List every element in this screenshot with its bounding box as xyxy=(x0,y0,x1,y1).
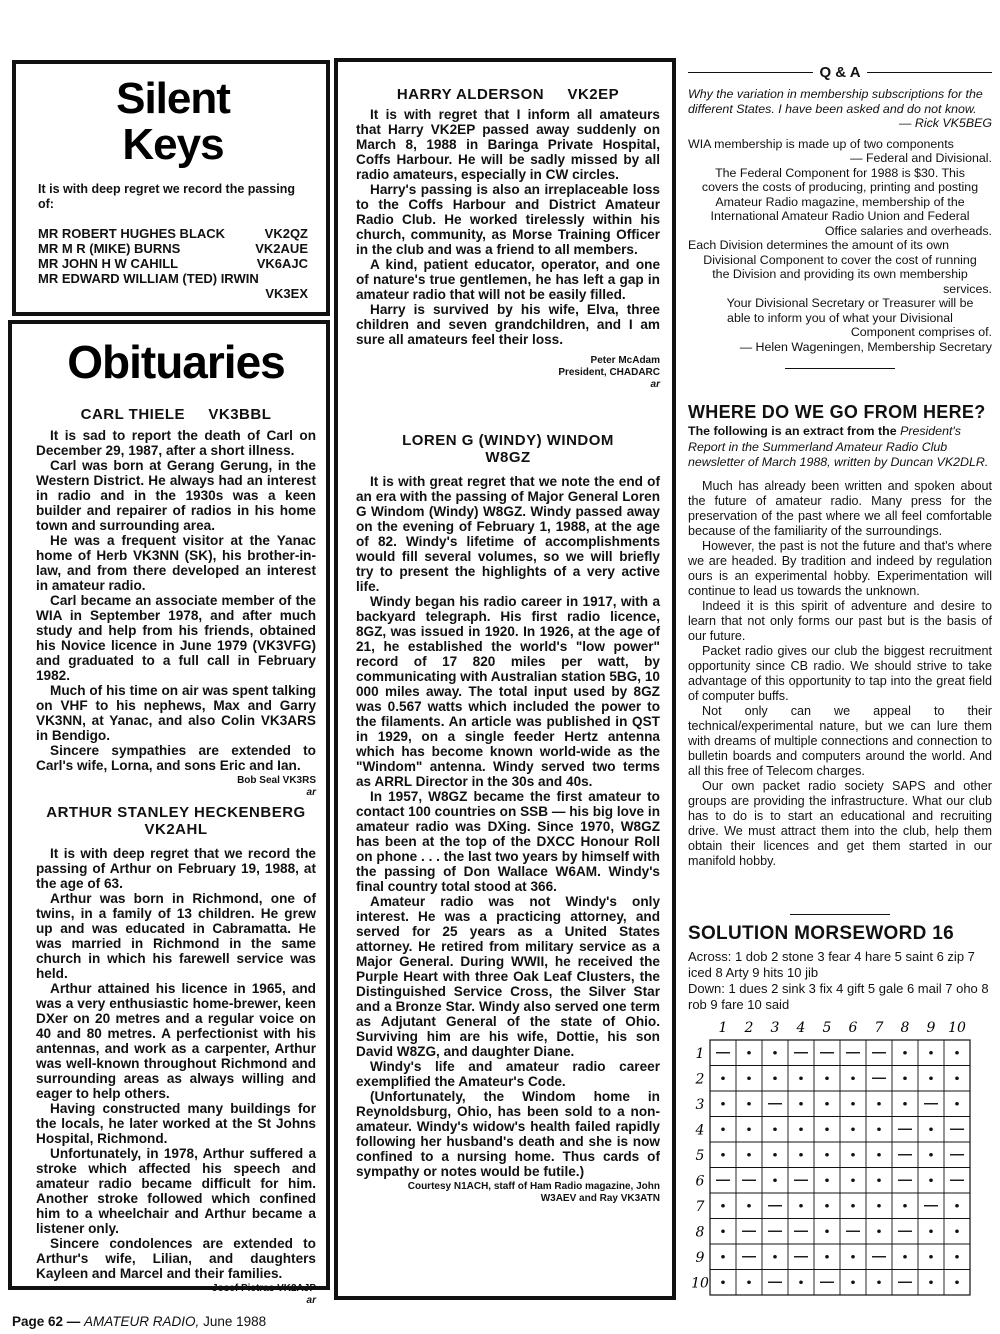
qa-answer-line: Divisional Component to cover the cost of running xyxy=(703,252,977,267)
page-footer xyxy=(12,1314,266,1329)
heckenberg-end-mark: ar xyxy=(306,1295,316,1306)
qa-title-row xyxy=(688,64,992,81)
grid-cell-dot xyxy=(929,1280,933,1284)
grid-cell-dot xyxy=(877,1229,881,1233)
grid-cell-dot xyxy=(955,1255,959,1259)
solution-section xyxy=(688,914,992,1013)
where-paragraph: However, the past is not the future and that's where we are headed. By tradition and indeed by regulation ours is an experimental hobby. Experimentation will continue to lead us towards the unknown. xyxy=(688,538,992,598)
footer-magazine: AMATEUR RADIO, xyxy=(84,1314,200,1329)
grid-col-label: 1 xyxy=(718,1020,728,1036)
qa-title: Q & A xyxy=(819,64,861,81)
grid-cell-dot xyxy=(903,1255,907,1259)
grid-col-label: 4 xyxy=(796,1020,806,1036)
grid-cell-dot xyxy=(825,1076,829,1080)
grid-cell-dot xyxy=(877,1178,881,1182)
grid-cell-dot xyxy=(851,1102,855,1106)
grid-cell-dot xyxy=(929,1255,933,1259)
alderson-body xyxy=(356,107,660,347)
qa-answer xyxy=(688,137,992,355)
where-lead-bold: The following is an extract from the xyxy=(688,424,897,438)
grid-row-label: 6 xyxy=(695,1173,705,1190)
windom-heading-line1: LOREN G (WINDY) WINDOM xyxy=(402,432,614,449)
footer-page: Page 62 — xyxy=(12,1314,85,1329)
alderson-paragraph: A kind, patient educator, operator, and one of nature's true gentlemen, he has left a gap in amateur radio that will not be easily filled. xyxy=(356,257,660,302)
windom-paragraph: (Unfortunately, the Windom home in Reynoldsburg, Ohio, has been sold to a non-amateur. Windy's widow's health failed rapidly following her husband's death and she is now confined to a nursing home. Thus cards of sympathy or notes would be futile.) xyxy=(356,1089,660,1179)
grid-cell-dot xyxy=(851,1255,855,1259)
grid-cell-dot xyxy=(929,1229,933,1233)
heckenberg-heading-line2: VK2AHL xyxy=(144,821,208,838)
grid-col-label: 9 xyxy=(926,1020,936,1036)
footer-date: June 1988 xyxy=(199,1314,267,1329)
windom-paragraph: Amateur radio was not Windy's only interest. He was a practicing attorney, and served for 25 years as a United States attorney. He retired from military service as a Major General. During WWII, he received the Purple Heart with three Oak Leaf Clusters, the Distinguished Service Cross, the Silver Star and a Bronze Star. Windy also served one term as Adjutant General of the state of Ohio. Surviving him are his wife, Dottie, his son David W8ZG, and daughter Diane. xyxy=(356,894,660,1059)
grid-col-label: 5 xyxy=(822,1020,832,1036)
grid-cell-dot xyxy=(721,1127,725,1131)
alderson-signature-name: Peter McAdam xyxy=(590,355,660,366)
silent-key-name: MR JOHN H W CAHILL xyxy=(38,256,179,271)
solution-across: Across: 1 dob 2 stone 3 fear 4 hare 5 saint 6 zip 7 iced 8 Arty 9 hits 10 jib xyxy=(688,949,975,980)
heckenberg-paragraph: Arthur attained his licence in 1965, and was a very enthusiastic home-brewer, keen DXer on 20 metres and a regular voice on 40 and 80 metres. A perfectionist with his antennas, and work as a carpenter, Arthur was well-known throughout Richmond and surrounding areas as always willing and eager to help others. xyxy=(36,981,316,1101)
grid-col-label: 3 xyxy=(770,1020,780,1036)
grid-cell-dot xyxy=(955,1229,959,1233)
grid-col-label: 10 xyxy=(948,1020,966,1036)
solution-down: Down: 1 dues 2 sink 3 fix 4 gift 5 gale 6 mail 7 oho 8 rob 9 fare 10 said xyxy=(688,981,989,1012)
qa-divider xyxy=(785,368,895,369)
silent-keys-intro: It is with deep regret we record the passing of: xyxy=(38,182,296,211)
thiele-paragraph: Much of his time on air was spent talking on VHF to his nephews, Max and Garry VK3NN, at Yanac, and also Colin VK3ARS in Bendigo. xyxy=(36,683,316,743)
grid-cell-dot xyxy=(903,1051,907,1055)
grid-cell-dot xyxy=(877,1153,881,1157)
windom-credit-line2: W3AEV and Ray VK3ATN xyxy=(540,1193,660,1204)
silent-key-call: VK2QZ xyxy=(264,226,308,241)
silent-key-row xyxy=(38,226,308,241)
alderson-end-mark: ar xyxy=(650,379,660,390)
solution-divider xyxy=(790,914,890,915)
heckenberg-paragraph: Unfortunately, in 1978, Arthur suffered a stroke which affected his speech and amateur radio became difficult for him. Another stroke followed which confined him to a wheelchair and Arthur became a listener only. xyxy=(36,1146,316,1236)
where-paragraph: Much has already been written and spoken about the future of amateur radio. Many press for the preservation of the past where we all feel comfortable because of the familiarity of the surroundings. xyxy=(688,478,992,538)
grid-col-label: 8 xyxy=(900,1020,910,1036)
grid-cell-dot xyxy=(851,1076,855,1080)
grid-cell-dot xyxy=(903,1204,907,1208)
grid-row-label: 10 xyxy=(691,1275,709,1292)
grid-cell-dot xyxy=(721,1076,725,1080)
grid-col-label: 7 xyxy=(874,1020,884,1036)
qa-answer-line: covers the costs of producing, printing and posting xyxy=(701,180,979,194)
grid-cell-dot xyxy=(955,1102,959,1106)
silent-key-row xyxy=(38,241,308,256)
heckenberg-paragraph: It is with deep regret that we record the passing of Arthur on February 19, 1988, at the age of 63. xyxy=(36,846,316,891)
windom-paragraph: It is with great regret that we note the end of an era with the passing of Major General Loren G Windom (Windy) W8GZ. Windy passed away on the evening of February 1, 1988, at the age of 82. Windy's lifetime of accomplishments would fill several volumes, so we will briefly try to present the highlights of a very active life. xyxy=(356,474,660,594)
where-paragraph: Our own packet radio society SAPS and other groups are providing the infrastructure. What our club has to do is to start an educational and recruiting drive. We must attract them into the club, help them obtain their licences and get them started in our manifold hobby. xyxy=(688,778,992,868)
grid-row-label: 4 xyxy=(695,1122,705,1139)
silent-keys-list xyxy=(38,226,308,301)
grid-cell-dot xyxy=(721,1102,725,1106)
silent-key-row xyxy=(38,256,308,271)
grid-cell-dot xyxy=(773,1051,777,1055)
grid-row-label: 1 xyxy=(695,1045,705,1062)
solution-title: SOLUTION MORSEWORD 16 xyxy=(688,923,954,944)
grid-cell-dot xyxy=(851,1204,855,1208)
obituaries-title: Obituaries xyxy=(67,336,285,388)
silent-key-call: VK6AJC xyxy=(256,256,308,271)
grid-cell-dot xyxy=(721,1229,725,1233)
qa-section xyxy=(688,64,992,369)
grid-cell-dot xyxy=(851,1153,855,1157)
qa-answer-line: the Division and providing its own membership xyxy=(712,267,968,281)
qa-question: Why the variation in membership subscriptions for the different States. I have been asked and do not know. xyxy=(688,87,983,116)
heckenberg-signature: Josef Pietras VK2AJP xyxy=(212,1283,316,1294)
grid-cell-dot xyxy=(773,1076,777,1080)
grid-cell-dot xyxy=(903,1102,907,1106)
silent-key-name: MR M R (MIKE) BURNS xyxy=(38,241,181,256)
alderson-signature-title: President, CHADARC xyxy=(558,367,660,378)
grid-cell-dot xyxy=(773,1127,777,1131)
where-paragraph: Not only can we appeal to their technical/experimental nature, but we can lure them with dreams of multiple connections and connection to bulletin boards and computers around the world. And all this free of Telecom charges. xyxy=(688,703,992,778)
grid-cell-dot xyxy=(721,1204,725,1208)
grid-cell-dot xyxy=(773,1153,777,1157)
grid-cell-dot xyxy=(929,1051,933,1055)
grid-cell-dot xyxy=(955,1076,959,1080)
grid-cell-dot xyxy=(721,1255,725,1259)
alderson-heading: HARRY ALDERSON VK2EP xyxy=(396,86,620,103)
grid-row-label: 5 xyxy=(695,1147,705,1164)
qa-answer-line: — Federal and Divisional. xyxy=(850,151,992,165)
silent-key-call: VK2AUE xyxy=(255,241,308,256)
grid-row-label: 7 xyxy=(695,1198,705,1215)
silent-key-name: MR EDWARD WILLIAM (TED) IRWIN xyxy=(38,271,259,286)
windom-paragraph: In 1957, W8GZ became the first amateur to contact 100 countries on SSB — his big love in amateur radio was DXing. Since 1970, W8GZ has been at the top of the DXCC Honour Roll on phone . . . the last two years by himself with the passing of Don Wallace W6AM. Windy's final country total stood at 366. xyxy=(356,789,660,894)
grid-cell-dot xyxy=(877,1204,881,1208)
grid-cell-dot xyxy=(773,1255,777,1259)
thiele-paragraph: Carl was born at Gerang Gerung, in the Western District. He always had an interest in radio and in the 1930s was a keen builder and repairer of radios in his home town and surrounding area. xyxy=(36,458,316,533)
grid-cell-dot xyxy=(929,1153,933,1157)
grid-cell-dot xyxy=(955,1280,959,1284)
grid-row-label: 3 xyxy=(695,1096,705,1113)
grid-cell-dot xyxy=(851,1127,855,1131)
qa-answer-line: Your Divisional Secretary or Treasurer will be xyxy=(726,296,974,310)
thiele-paragraph: He was a frequent visitor at the Yanac home of Herb VK3NN (SK), his brother-in-law, and from there developed an interest in amateur radio. xyxy=(36,533,316,593)
thiele-paragraph: It is sad to report the death of Carl on December 29, 1987, after a short illness. xyxy=(36,428,316,458)
windom-credit-line1: Courtesy N1ACH, staff of Ham Radio magazine, John xyxy=(407,1181,660,1192)
thiele-body xyxy=(36,428,316,773)
grid-row-label: 2 xyxy=(695,1071,705,1088)
windom-paragraph: Windy began his radio career in 1917, with a backyard telegraph. His first radio licence, 8GZ, was issued in 1920. In 1926, at the age of 21, he established the world's "low power" record of 17 820 miles per watt, by communicating with Australian station 5BG, 10 000 miles away. The total input used by 8GZ was 0.567 watts which included the power to the filaments. An article was published in QST in 1929, on a single feeder Hertz antenna which has become known world-wide as the "Windom" antenna. Windy served two terms as ARRL Director in the 30s and 40s. xyxy=(356,594,660,789)
heckenberg-paragraph: Sincere condolences are extended to Arthur's wife, Lilian, and daughters Kayleen and Marcel and their families. xyxy=(36,1236,316,1281)
silent-key-name: MR ROBERT HUGHES BLACK xyxy=(38,226,226,241)
heckenberg-heading-line1: ARTHUR STANLEY HECKENBERG xyxy=(46,804,306,821)
where-body xyxy=(688,479,992,869)
grid-cell-dot xyxy=(799,1127,803,1131)
grid-cell-dot xyxy=(799,1102,803,1106)
grid-cell-dot xyxy=(903,1076,907,1080)
where-lead-rest: President's Report in the Summerland Amateur Radio Club newsletter of March 1988, written by Duncan VK2DLR. xyxy=(688,424,989,469)
grid-cell-dot xyxy=(825,1255,829,1259)
thiele-paragraph: Sincere sympathies are extended to Carl's wife, Lorna, and sons Eric and Ian. xyxy=(36,743,316,773)
grid-row-label: 9 xyxy=(695,1249,705,1266)
grid-cell-dot xyxy=(747,1153,751,1157)
grid-cell-dot xyxy=(747,1204,751,1208)
grid-cell-dot xyxy=(747,1280,751,1284)
where-lead xyxy=(688,424,992,471)
heckenberg-paragraph: Having constructed many buildings for the locals, he later worked at the St Johns Hospital, Richmond. xyxy=(36,1101,316,1146)
grid-cell-dot xyxy=(747,1102,751,1106)
grid-cell-dot xyxy=(825,1153,829,1157)
silent-keys-title-line2: Keys xyxy=(122,120,224,169)
grid-cell-dot xyxy=(799,1153,803,1157)
qa-answer-line: Office salaries and overheads. xyxy=(824,223,992,238)
alderson-paragraph: It is with regret that I inform all amateurs that Harry VK2EP passed away suddenly on March 8, 1988 in Baringa Private Hospital, Coffs Harbour. He will be sadly missed by all radio amateurs, especially in CW circles. xyxy=(356,107,660,182)
grid-cell-dot xyxy=(955,1204,959,1208)
qa-answer-line: Amateur Radio magazine, membership of the xyxy=(715,194,965,209)
grid-cell-dot xyxy=(799,1280,803,1284)
windom-heading-line2: W8GZ xyxy=(485,449,531,466)
where-title: WHERE DO WE GO FROM HERE? xyxy=(688,402,986,422)
grid-cell-dot xyxy=(721,1153,725,1157)
thiele-signature: Bob Seal VK3RS xyxy=(237,775,316,786)
qa-rule-left xyxy=(688,72,813,73)
grid-cell-dot xyxy=(955,1051,959,1055)
windom-paragraph: Windy's life and amateur radio career exemplified the Amateur's Code. xyxy=(356,1059,660,1089)
qa-answer-line: Each Division determines the amount of its own xyxy=(688,238,950,252)
grid-row-label: 8 xyxy=(695,1224,705,1241)
grid-cell-dot xyxy=(825,1178,829,1182)
thiele-end-mark: ar xyxy=(306,787,316,798)
grid-col-label: 2 xyxy=(744,1020,754,1036)
thiele-heading: CARL THIELE VK3BBL xyxy=(80,406,272,423)
thiele-paragraph: Carl became an associate member of the WIA in September 1978, and after much study and help from his friends, obtained his Novice licence in June 1979 (VK3VFG) and graduated to a full call in February 1982. xyxy=(36,593,316,683)
grid-cell-dot xyxy=(799,1076,803,1080)
grid-cell-dot xyxy=(929,1127,933,1131)
grid-cell-dot xyxy=(721,1280,725,1284)
silent-keys-box xyxy=(12,60,330,316)
grid-cell-dot xyxy=(799,1204,803,1208)
grid-cell-dot xyxy=(825,1204,829,1208)
where-section xyxy=(688,402,992,869)
qa-answer-line: Component comprises of. xyxy=(850,325,992,339)
qa-answer-line: — Helen Wageningen, Membership Secretary xyxy=(739,339,992,354)
morseword-grid xyxy=(688,1016,992,1304)
grid-col-label: 6 xyxy=(848,1020,858,1036)
where-paragraph: Indeed it is this spirit of adventure and desire to learn that not only forms our past but is the basis of our future. xyxy=(688,598,992,643)
grid-cell-dot xyxy=(773,1178,777,1182)
grid-cell-dot xyxy=(851,1178,855,1182)
grid-cell-dot xyxy=(851,1280,855,1284)
grid-cell-dot xyxy=(877,1280,881,1284)
obituaries-box xyxy=(8,320,330,1306)
qa-answer-line: able to inform you of what your Divisional xyxy=(727,310,953,325)
qa-asker: — Rick VK5BEG xyxy=(899,116,992,130)
silent-keys-title-line1: Silent xyxy=(116,74,230,123)
qa-answer-line: WIA membership is made up of two components xyxy=(688,136,954,151)
grid-cell-dot xyxy=(747,1127,751,1131)
heckenberg-paragraph: Arthur was born in Richmond, one of twins, in a family of 13 children. He grew up and was educated in Cabramatta. He was married in Richmond in the same church in which his farewell service was held. xyxy=(36,891,316,981)
grid-cell-dot xyxy=(747,1076,751,1080)
grid-cell-dot xyxy=(929,1076,933,1080)
alderson-paragraph: Harry's passing is also an irreplaceable loss to the Coffs Harbour and District Amateur Radio Club. He worked tirelessly within his church, community, as Morse Training Officer in the club and was a friend to all members. xyxy=(356,182,660,257)
qa-rule-right xyxy=(867,72,992,73)
grid-cell-dot xyxy=(825,1102,829,1106)
alderson-box xyxy=(334,58,676,1300)
qa-answer-line: services. xyxy=(943,281,992,296)
alderson-paragraph: Harry is survived by his wife, Elva, three children and seven grandchildren, and I am sure all amateurs feel their loss. xyxy=(356,302,660,347)
heckenberg-body xyxy=(36,846,316,1281)
grid-cell-dot xyxy=(929,1178,933,1182)
grid-cell-dot xyxy=(747,1051,751,1055)
grid-cell-dot xyxy=(825,1229,829,1233)
grid-cell-dot xyxy=(877,1127,881,1131)
windom-body xyxy=(356,474,660,1179)
grid-cell-dot xyxy=(877,1102,881,1106)
qa-answer-line: The Federal Component for 1988 is $30. This xyxy=(715,165,965,180)
silent-key-call: VK3EX xyxy=(265,286,308,301)
grid-cell-dot xyxy=(825,1127,829,1131)
silent-key-row xyxy=(38,271,308,301)
where-paragraph: Packet radio gives our club the biggest recruitment opportunity since CB radio. We should strive to take advantage of this opportunity to tap into the great field of computer buffs. xyxy=(688,643,992,703)
qa-answer-line: International Amateur Radio Union and Federal xyxy=(710,209,970,223)
